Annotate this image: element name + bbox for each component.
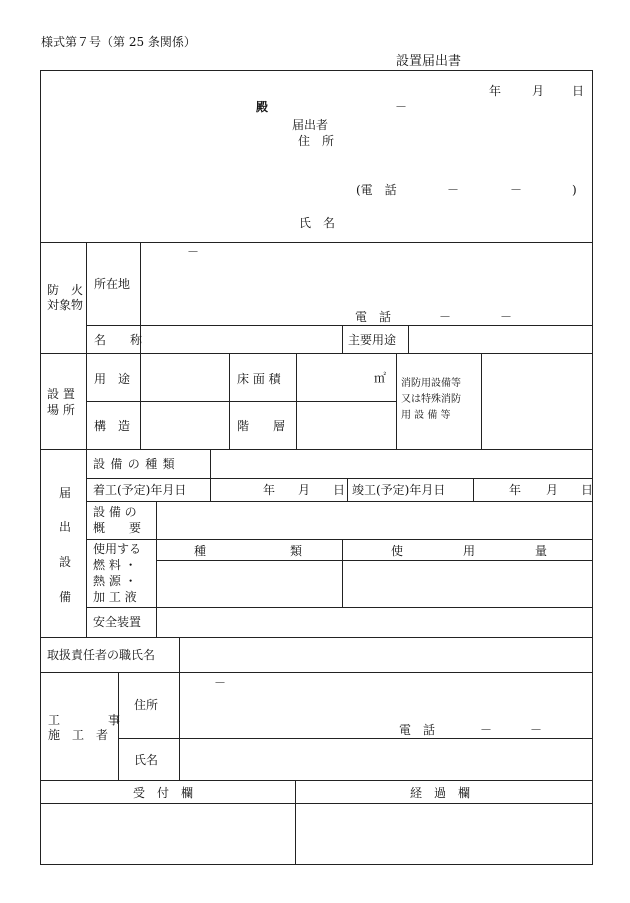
overview-label-2: 概 要 <box>93 521 142 535</box>
end-date-label: 竣工(予定)年月日 <box>352 483 446 497</box>
floor-label: 階 層 <box>237 419 286 433</box>
location-phone-dash-1: － <box>439 310 452 324</box>
area-unit: ㎡ <box>374 371 387 385</box>
kind-header: 種 類 <box>194 544 303 558</box>
target-label-2: 対象物 <box>47 298 84 312</box>
phone-close: ) <box>572 183 577 197</box>
install-label-1: 設 置 <box>47 387 75 401</box>
contractor-postal-dash: － <box>214 676 227 690</box>
usage-header: 使 用 量 <box>391 544 548 558</box>
contractor-phone-label: 電 話 <box>399 723 436 737</box>
location-phone-dash-2: － <box>500 310 513 324</box>
postal-dash: － <box>395 100 408 114</box>
install-label-2: 場 所 <box>47 403 75 417</box>
name-label: 氏 名 <box>299 216 336 230</box>
manager-label: 取扱責任者の職氏名 <box>47 648 156 662</box>
overview-label-1: 設 備 の <box>93 505 137 519</box>
contractor-phone-dash-2: － <box>530 723 543 737</box>
document-title: 設置届出書 <box>396 54 462 69</box>
form-number: 様式第７号（第 25 条関係） <box>41 35 196 49</box>
end-day: 日 <box>581 483 594 497</box>
start-date-label: 着工(予定)年月日 <box>93 483 187 497</box>
main-use-label: 主要用途 <box>348 333 397 347</box>
fire-equipment-label-3: 用 設 備 等 <box>401 410 451 421</box>
fuel-label-3: 熱 源 ・ <box>93 574 137 588</box>
fire-equipment-label-1: 消防用設備等 <box>401 378 461 389</box>
floor-area-label: 床 面 積 <box>237 372 281 386</box>
end-year: 年 <box>509 483 522 497</box>
use-label: 用 途 <box>94 372 131 386</box>
fuel-label-1: 使用する <box>93 542 142 556</box>
equipment-label-3: 設 <box>59 555 72 569</box>
progress-column: 経 過 欄 <box>410 786 471 800</box>
end-month: 月 <box>546 483 559 497</box>
start-month: 月 <box>298 483 311 497</box>
addressee: 殿 <box>256 100 269 114</box>
contractor-name-label: 氏名 <box>134 753 159 767</box>
fire-equipment-label-2: 又は特殊消防 <box>401 394 461 405</box>
fuel-label-2: 燃 料 ・ <box>93 558 137 572</box>
submitter-label: 届出者 <box>292 118 329 132</box>
equipment-label-1: 届 <box>59 486 72 500</box>
fuel-label-4: 加 工 液 <box>93 590 137 604</box>
contractor-label-2: 施 工 者 <box>48 728 109 742</box>
contractor-phone-dash-1: － <box>480 723 493 737</box>
contractor-label-1: 工 事 <box>48 713 121 727</box>
phone-dash-2: － <box>510 183 523 197</box>
date-month: 月 <box>532 84 545 98</box>
target-name-label: 名 称 <box>94 333 143 347</box>
address-label: 住 所 <box>298 134 335 148</box>
structure-label: 構 造 <box>94 419 131 433</box>
equipment-label-4: 備 <box>59 590 72 604</box>
equipment-type-label: 設備の種類 <box>93 457 181 471</box>
safety-device-label: 安全装置 <box>93 615 142 629</box>
date-day: 日 <box>572 84 585 98</box>
phone-dash-1: － <box>447 183 460 197</box>
date-year: 年 <box>489 84 502 98</box>
target-label-1: 防 火 <box>47 283 84 297</box>
contractor-address-label: 住所 <box>134 698 159 712</box>
start-day: 日 <box>333 483 346 497</box>
equipment-label-2: 出 <box>59 520 72 534</box>
phone-label: (電 話 <box>356 183 397 197</box>
start-year: 年 <box>263 483 276 497</box>
location-label: 所在地 <box>94 277 131 291</box>
location-postal-dash: － <box>187 245 200 259</box>
reception-column: 受 付 欄 <box>133 786 194 800</box>
location-phone-label: 電 話 <box>355 310 392 324</box>
